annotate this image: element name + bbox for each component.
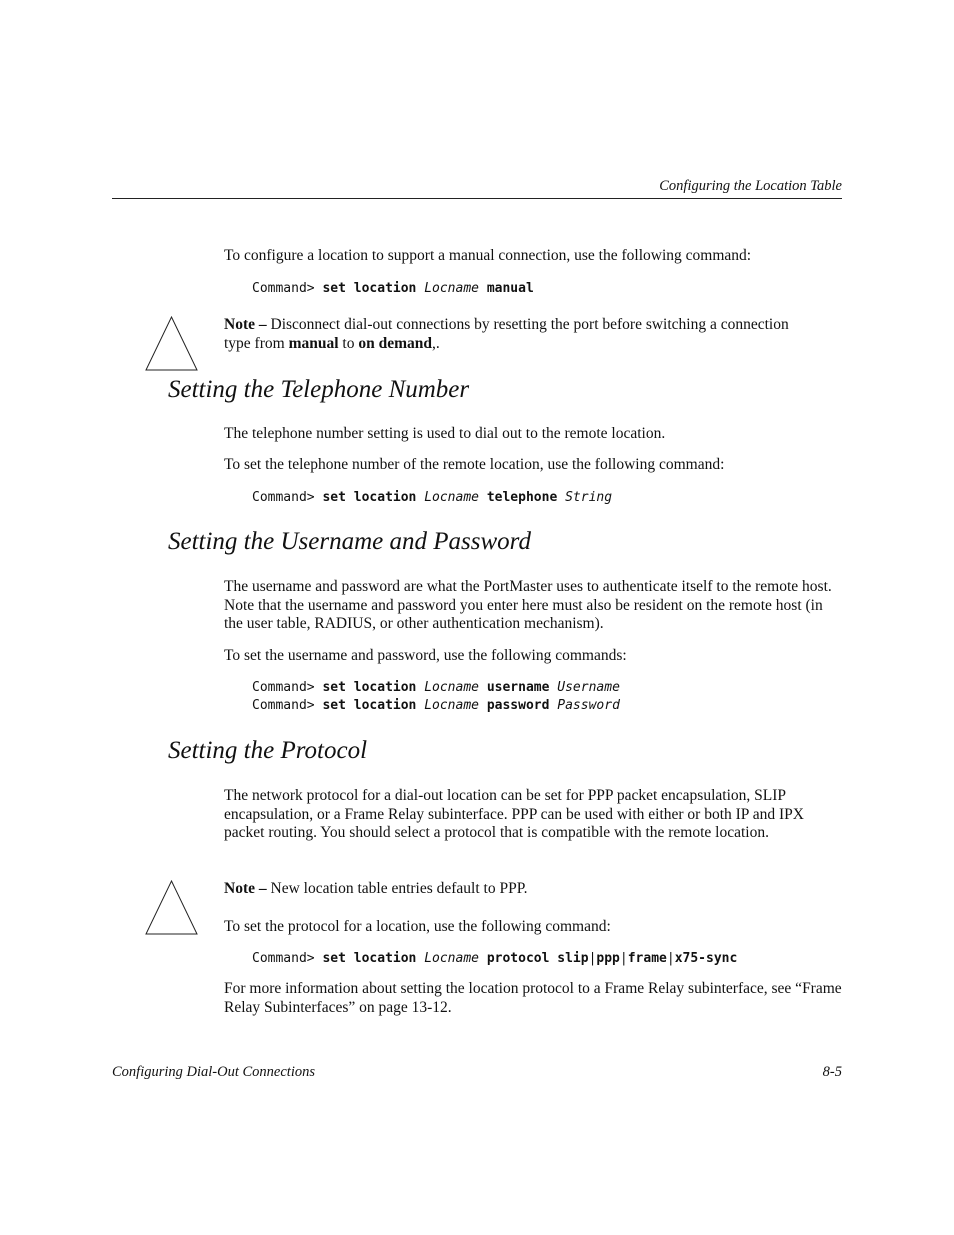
running-header: Configuring the Location Table: [659, 178, 842, 194]
cmd-prompt: Command>: [252, 490, 315, 505]
heading-username-password: Setting the Username and Password: [168, 528, 531, 555]
cmd-keyword: ppp: [596, 951, 620, 966]
note-bold: manual: [288, 334, 339, 352]
footer-chapter: Configuring Dial-Out Connections: [112, 1064, 315, 1080]
telephone-paragraph-2: To set the telephone number of the remote location, use the following command:: [224, 456, 725, 473]
cmd-prompt: Command>: [252, 698, 315, 713]
note-text: to: [342, 334, 355, 352]
cmd-keyword: x75-sync: [674, 951, 738, 966]
telephone-command: [252, 489, 612, 507]
cmd-keyword: password: [486, 698, 550, 713]
cmd-prompt: Command>: [252, 951, 315, 966]
cmd-arg: Locname: [424, 680, 479, 695]
protocol-paragraph-1: The network protocol for a dial-out location can be set for PPP packet encapsulation, SLIP encapsulation, or a Frame Relay subinterface. PPP can be used with either or both IP and IPX packet routing. You should select a protocol that is compatible with the remote location.: [224, 787, 804, 842]
cmd-prompt: Command>: [252, 680, 315, 695]
userpass-paragraph-1: The username and password are what the PortMaster uses to authenticate itself to the remote host. Note that the username and password you enter here must also be resident on the remote host (in the user table, RADIUS, or other authentication mechanism).: [224, 578, 832, 633]
note-text: ,.: [432, 334, 440, 352]
cmd-arg: Locname: [424, 281, 479, 296]
heading-protocol: Setting the Protocol: [168, 737, 368, 764]
cmd-arg: Username: [557, 680, 620, 695]
cmd-separator: |: [588, 951, 597, 966]
cmd-keyword: protocol slip: [486, 951, 589, 966]
header-rule: [112, 198, 842, 199]
caution-triangle-icon: [145, 880, 198, 935]
cmd-keyword: username: [486, 680, 550, 695]
cmd-arg: Locname: [424, 951, 479, 966]
heading-telephone: Setting the Telephone Number: [168, 376, 470, 403]
cmd-keyword: set location: [322, 281, 417, 296]
userpass-paragraph-2: To set the username and password, use the following commands:: [224, 647, 627, 664]
cmd-keyword: set location: [322, 951, 417, 966]
cmd-separator: |: [666, 951, 675, 966]
telephone-paragraph-1: The telephone number setting is used to dial out to the remote location.: [224, 425, 666, 442]
cmd-keyword: set location: [322, 680, 417, 695]
cmd-arg: Locname: [424, 490, 479, 505]
protocol-paragraph-2: To set the protocol for a location, use the following command:: [224, 918, 611, 935]
cmd-arg: Password: [557, 698, 620, 713]
note-label: Note –: [224, 316, 267, 333]
manual-command: [252, 280, 534, 298]
note-bold: on demand: [358, 334, 433, 352]
password-command: [252, 697, 620, 715]
note-label: Note –: [224, 880, 267, 897]
cmd-keyword: frame: [627, 951, 667, 966]
note-disconnect: [224, 316, 814, 353]
note-text: Disconnect dial-out connections by resetting the port before switching a connection type from: [224, 316, 789, 352]
note-text: New location table entries default to PPP.: [270, 880, 528, 897]
note-default-ppp: [224, 880, 842, 899]
cmd-separator: |: [619, 951, 628, 966]
cmd-arg: String: [565, 490, 613, 505]
cmd-keyword: manual: [486, 281, 534, 296]
cmd-keyword: set location: [322, 490, 417, 505]
protocol-paragraph-3: For more information about setting the location protocol to a Frame Relay subinterface, see “Frame Relay Subinterfaces” on page 13-12.: [224, 980, 842, 1016]
caution-triangle-icon: [145, 316, 198, 371]
cmd-keyword: set location: [322, 698, 417, 713]
protocol-command: [252, 950, 737, 968]
cmd-keyword: telephone: [486, 490, 558, 505]
manual-paragraph: To configure a location to support a manual connection, use the following command:: [224, 247, 752, 264]
cmd-prompt: Command>: [252, 281, 315, 296]
cmd-arg: Locname: [424, 698, 479, 713]
username-command: [252, 679, 620, 697]
footer-page-number: 8-5: [822, 1064, 842, 1080]
